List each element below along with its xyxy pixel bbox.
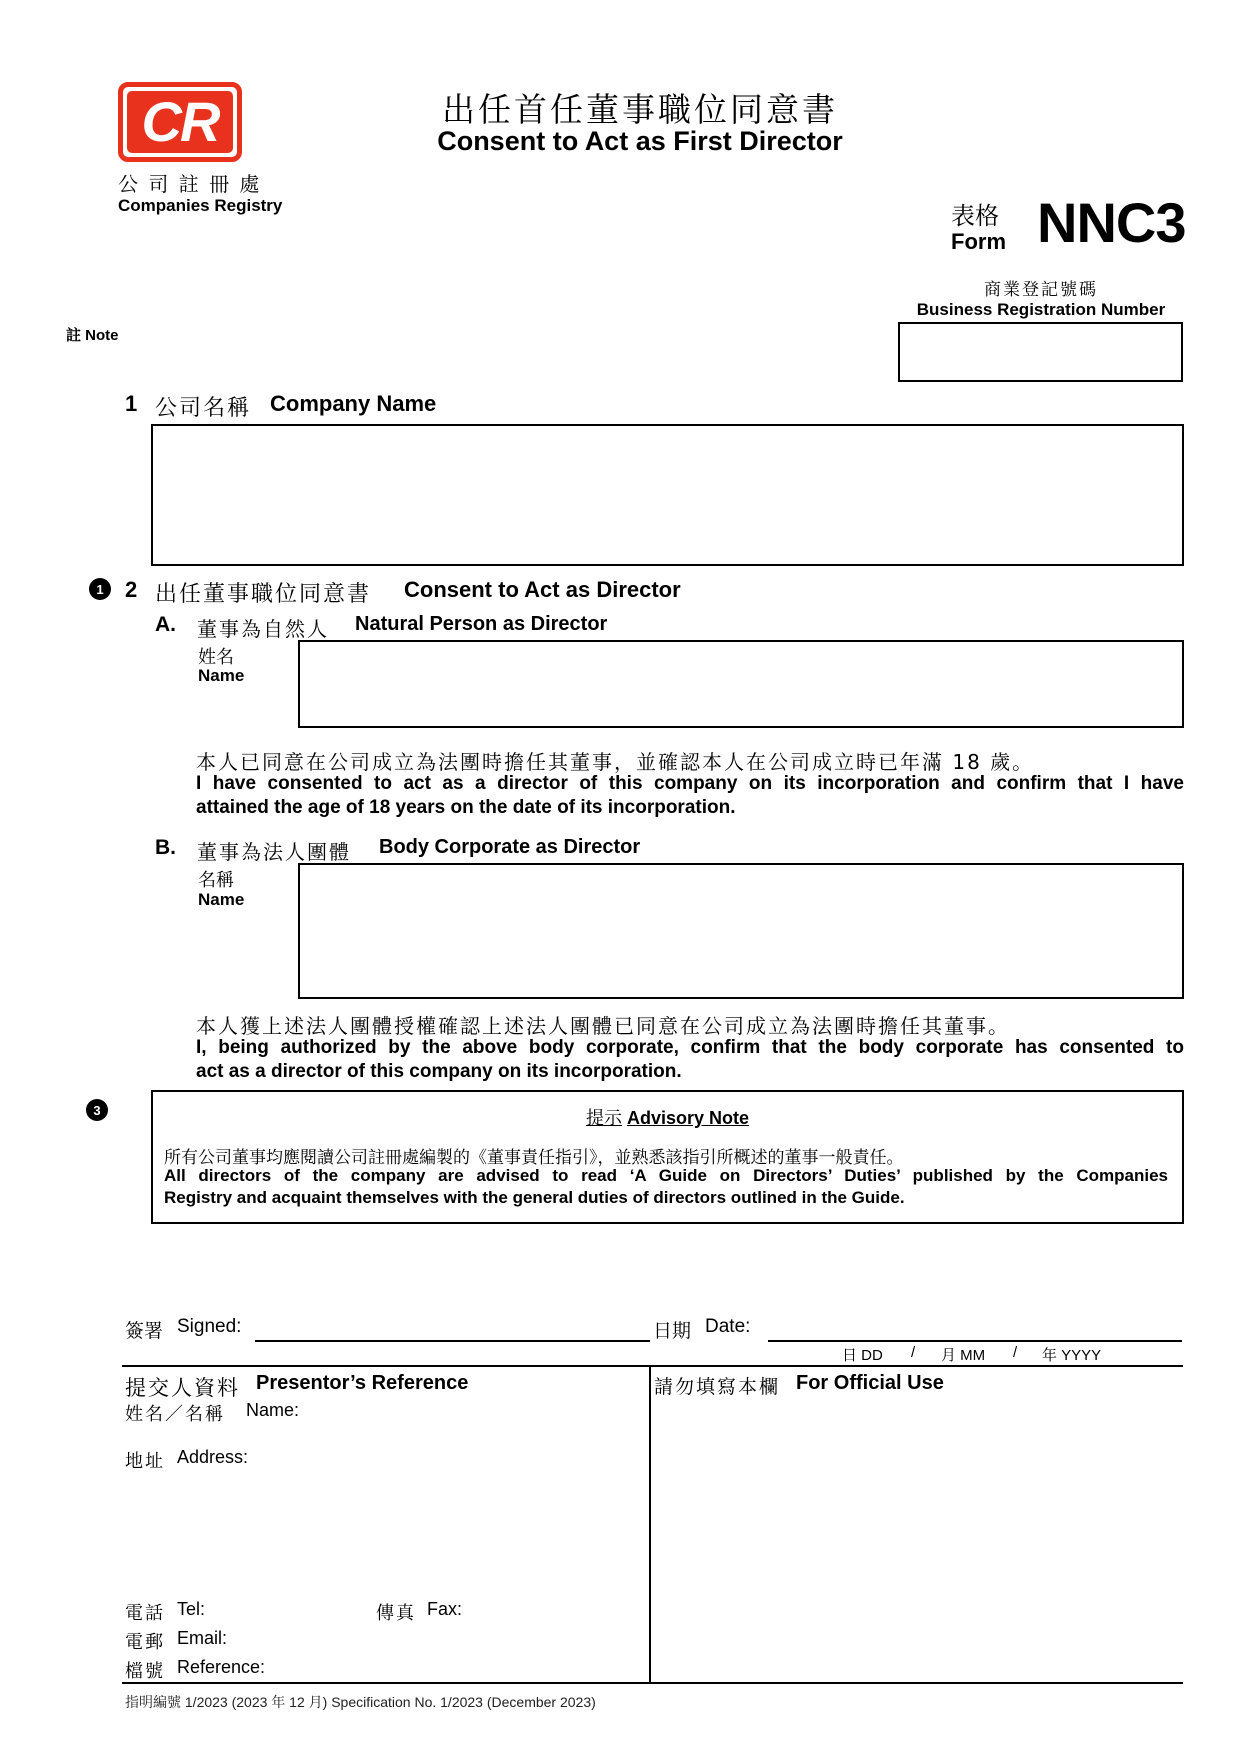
date-slash-2: / <box>1013 1344 1018 1361</box>
section-2a-title-en: Natural Person as Director <box>355 613 608 635</box>
form-label-zh: 表格 <box>951 202 999 230</box>
registry-name-en: Companies Registry <box>118 196 283 215</box>
signed-label-en: Signed: <box>177 1316 242 1337</box>
registry-name-zh: 公 司 註 冊 處 <box>118 172 262 196</box>
body-corporate-statement-en-1: I, being authorized by the above body corporate, confirm that the body corporate has consented to <box>196 1037 1184 1058</box>
body-corporate-statement-zh: 本人獲上述法人團體授權確認上述法人團體已同意在公司成立為法團時擔任其董事。 <box>196 1014 1010 1038</box>
body-corporate-name-input[interactable] <box>298 863 1184 999</box>
presenter-title-en: Presentor’s Reference <box>256 1372 469 1394</box>
presenter-reference-label-zh: 檔號 <box>125 1661 165 1682</box>
presenter-name-label-en[interactable]: Name: <box>246 1400 300 1420</box>
presenter-name-label-zh: 姓名／名稱 <box>125 1404 225 1425</box>
presenter-fax-label-en[interactable]: Fax: <box>427 1599 463 1619</box>
brn-label-zh: 商業登記號碼 <box>984 280 1098 300</box>
natural-person-name-label-en: Name <box>198 666 245 685</box>
bottom-table-divider <box>649 1365 651 1684</box>
form-label-en: Form <box>951 229 1006 254</box>
note-column-label: 註 Note <box>66 327 119 344</box>
note-marker-1: 1 <box>89 578 111 600</box>
date-label-en: Date: <box>705 1316 751 1337</box>
presenter-title-zh: 提交人資料 <box>125 1376 240 1400</box>
advisory-note-heading <box>151 1104 1184 1130</box>
presenter-email-label-zh: 電郵 <box>125 1632 165 1653</box>
section-2-title-zh: 出任董事職位同意書 <box>155 582 372 607</box>
official-use-title-zh: 請勿填寫本欄 <box>654 1376 781 1398</box>
section-2-number: 2 <box>125 577 138 602</box>
section-2a-letter: A. <box>155 613 176 636</box>
presenter-tel-label-en[interactable]: Tel: <box>177 1599 206 1619</box>
presenter-email-label-en[interactable]: Email: <box>177 1628 228 1648</box>
date-line[interactable] <box>768 1340 1182 1342</box>
bottom-table-top-border <box>122 1365 1183 1367</box>
presenter-address-label-zh: 地址 <box>125 1451 165 1472</box>
presenter-tel-label-zh: 電話 <box>125 1603 165 1624</box>
natural-person-name-input[interactable] <box>298 640 1184 728</box>
form-code: NNC3 <box>1037 191 1186 254</box>
presenter-reference-label-en[interactable]: Reference: <box>177 1657 266 1677</box>
date-day-hint: 日 DD <box>842 1347 883 1364</box>
official-use-title-en: For Official Use <box>796 1372 944 1394</box>
bottom-table-bottom-border <box>122 1682 1183 1684</box>
section-1-number: 1 <box>125 391 138 416</box>
natural-person-statement-en-2: attained the age of 18 years on the date of its incorporation. <box>196 797 736 818</box>
logo-text: CR <box>141 90 219 153</box>
presenter-address-label-en[interactable]: Address: <box>177 1447 249 1467</box>
advisory-title-en: Advisory Note <box>626 1108 750 1128</box>
body-corporate-name-label-zh: 名稱 <box>198 870 234 891</box>
section-2b-letter: B. <box>155 836 176 859</box>
form-title-en: Consent to Act as First Director <box>437 126 843 156</box>
natural-person-statement-zh: 本人已同意在公司成立為法團時擔任其董事，並確認本人在公司成立時已年滿 18 歲。 <box>196 750 1035 774</box>
natural-person-statement-en-1: I have consented to act as a director of this company on its incorporation and confirm that I have <box>196 773 1184 794</box>
body-corporate-name-label-en: Name <box>198 890 245 909</box>
date-year-hint: 年 YYYY <box>1042 1347 1102 1364</box>
section-1-title-en: Company Name <box>270 391 437 416</box>
specification-footer: 指明編號 1/2023 (2023 年 12 月) Specification No. 1/2023 (December 2023) <box>125 1694 596 1710</box>
signed-label-zh: 簽署 <box>125 1320 164 1342</box>
advisory-text-en-1: All directors of the company are advised to read ‘A Guide on Directors’ Duties’ published by the Companies <box>164 1166 1168 1185</box>
section-2b-title-en: Body Corporate as Director <box>379 836 641 858</box>
signature-line[interactable] <box>255 1340 650 1342</box>
natural-person-name-label-zh: 姓名 <box>198 647 234 668</box>
brn-input[interactable] <box>898 322 1183 382</box>
date-label-zh: 日期 <box>653 1320 692 1342</box>
date-month-hint: 月 MM <box>941 1347 986 1364</box>
form-title-zh: 出任首任董事職位同意書 <box>442 90 838 129</box>
companies-registry-logo <box>118 82 242 162</box>
section-2a-title-zh: 董事為自然人 <box>197 617 329 641</box>
section-2-title-en: Consent to Act as Director <box>404 577 681 602</box>
date-slash-1: / <box>911 1344 916 1361</box>
section-1-title-zh: 公司名稱 <box>155 396 252 421</box>
brn-label-en: Business Registration Number <box>916 300 1166 319</box>
note-marker-3: 3 <box>86 1099 108 1121</box>
company-name-input[interactable] <box>151 424 1184 566</box>
body-corporate-statement-en-2: act as a director of this company on its incorporation. <box>196 1061 682 1082</box>
presenter-fax-label-zh: 傳真 <box>376 1603 416 1624</box>
advisory-text-en-2: Registry and acquaint themselves with the general duties of directors outlined in the Guide. <box>164 1188 905 1207</box>
section-2b-title-zh: 董事為法人團體 <box>197 840 351 864</box>
advisory-text-zh: 所有公司董事均應閱讀公司註冊處編製的《董事責任指引》，並熟悉該指引所概述的董事一般責任。 <box>164 1148 904 1168</box>
advisory-title-zh: 提示 <box>585 1108 622 1129</box>
